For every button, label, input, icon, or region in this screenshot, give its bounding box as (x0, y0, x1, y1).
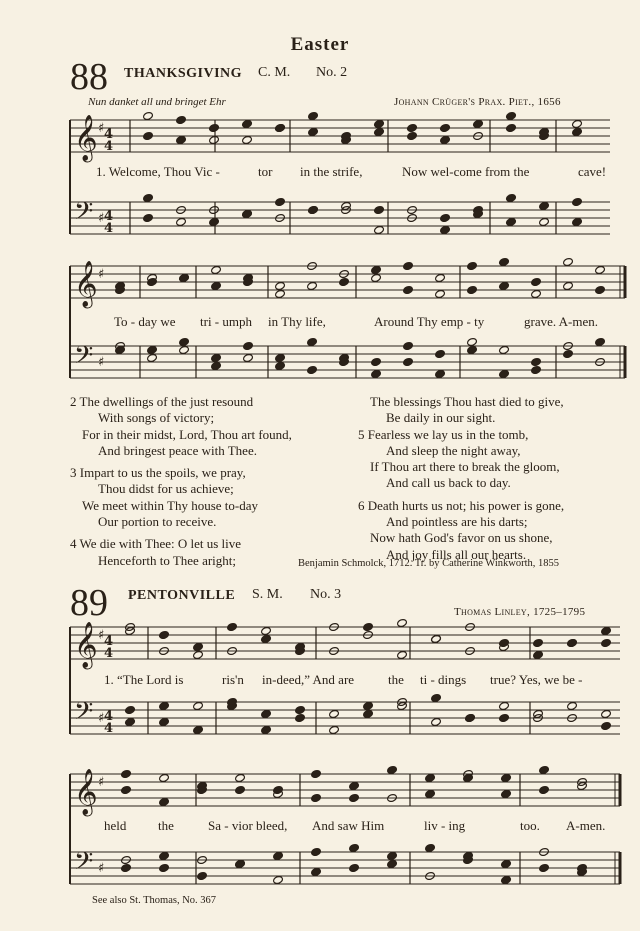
note-head (499, 257, 510, 266)
note-head (209, 135, 220, 144)
note-head (533, 638, 544, 647)
lyric-word: true? Yes, we be - (490, 672, 583, 687)
lyric-word: in-deed,” And are (262, 672, 355, 687)
note-head (467, 285, 478, 294)
time-signature: 4 (104, 721, 114, 736)
note-head (563, 257, 574, 266)
note-head (397, 618, 408, 627)
note-head (501, 875, 512, 884)
note-head (601, 626, 612, 635)
time-signature: 4 (104, 634, 114, 649)
lyric-word: 1. “The Lord is (104, 672, 184, 687)
hymn-number: 88 (70, 56, 108, 98)
tune-name: THANKSGIVING (124, 66, 243, 81)
note-head (371, 357, 382, 366)
note-head (577, 781, 588, 790)
note-head (307, 365, 318, 374)
treble-clef: 𝄞 (74, 769, 98, 815)
note-head (193, 642, 204, 651)
note-head (311, 769, 322, 778)
note-head (329, 709, 340, 718)
verse-line: Now hath God's favor on us shone, (370, 530, 553, 546)
original-first-line: Nun danket all und bringet Ehr (88, 96, 226, 108)
note-head (440, 135, 451, 144)
note-head (465, 713, 476, 722)
note-head (295, 713, 306, 722)
note-head (143, 131, 154, 140)
note-head (143, 193, 154, 202)
note-head (601, 709, 612, 718)
meter: C. M. (258, 65, 291, 80)
note-head (374, 205, 385, 214)
note-head (499, 701, 510, 710)
note-head (275, 361, 286, 370)
note-head (159, 630, 170, 639)
sharp-sign: ♯ (98, 711, 105, 726)
composer-credit: Thomas Linley, 1725–1795 (454, 606, 586, 618)
note-head (159, 863, 170, 872)
lyric-word: And saw Him (312, 818, 385, 833)
note-head (601, 721, 612, 730)
note-head (311, 867, 322, 876)
lyric-word: A-men. (566, 818, 606, 833)
note-head (275, 197, 286, 206)
lyric-word: To - day we (114, 314, 176, 329)
verse-line: Henceforth to Thee aright; (98, 552, 237, 568)
meter-number: No. 3 (310, 587, 342, 602)
note-head (176, 115, 187, 124)
sharp-sign: ♯ (98, 775, 105, 790)
note-head (506, 111, 517, 120)
note-head (539, 863, 550, 872)
lyric-word: in Thy life, (268, 314, 326, 329)
note-head (371, 265, 382, 274)
note-head (435, 369, 446, 378)
note-head (242, 135, 253, 144)
note-head (467, 345, 478, 354)
note-head (159, 851, 170, 860)
note-head (211, 281, 222, 290)
note-head (261, 709, 272, 718)
verse-line: And sleep the night away, (386, 442, 521, 458)
note-head (307, 281, 318, 290)
note-head (311, 847, 322, 856)
treble-clef: 𝄞 (74, 622, 98, 668)
note-head (179, 273, 190, 282)
verse-line: Be daily in our sight. (386, 410, 496, 426)
note-head (440, 123, 451, 132)
time-signature: 4 (104, 127, 114, 142)
note-head (193, 725, 204, 734)
bass-clef: 𝄢 (74, 197, 94, 232)
note-head (147, 353, 158, 362)
lyric-word: Now wel-come from the (402, 164, 530, 179)
sharp-sign: ♯ (98, 211, 105, 226)
lyric-word: tor (258, 164, 273, 179)
note-head (539, 785, 550, 794)
lyric-word: 1. Welcome, Thou Vic - (96, 164, 220, 179)
note-head (539, 765, 550, 774)
lyric-word: ris'n (222, 672, 244, 687)
meter-number: No. 2 (316, 65, 348, 80)
note-head (179, 337, 190, 346)
note-head (371, 369, 382, 378)
verse-line: We meet within Thy house to-day (82, 497, 258, 513)
time-signature: 4 (104, 209, 114, 224)
note-head (467, 261, 478, 270)
note-head (349, 793, 360, 802)
note-head (595, 265, 606, 274)
note-head (431, 717, 442, 726)
note-head (533, 709, 544, 718)
note-head (121, 769, 132, 778)
note-head (501, 773, 512, 782)
note-head (539, 201, 550, 210)
verse-line: If Thou art there to break the gloom, (370, 459, 560, 475)
lyric-word: liv - ing (424, 818, 466, 833)
note-head (371, 273, 382, 282)
note-head (506, 217, 517, 226)
bass-clef: 𝄢 (74, 341, 94, 376)
note-head (407, 131, 418, 140)
composer-credit: Johann Crüger's Prax. Piet., 1656 (394, 96, 561, 108)
note-head (499, 713, 510, 722)
note-head (211, 361, 222, 370)
note-head (179, 345, 190, 354)
note-head (431, 634, 442, 643)
note-head (159, 701, 170, 710)
lyric-word: Sa - vior bleed, (208, 818, 288, 833)
meter: S. M. (252, 587, 283, 602)
time-signature: 4 (104, 646, 114, 661)
note-head (363, 709, 374, 718)
note-head (387, 851, 398, 860)
note-head (211, 353, 222, 362)
note-head (227, 622, 238, 631)
note-head (499, 281, 510, 290)
note-head (211, 265, 222, 274)
lyric-word: in the strife, (300, 164, 363, 179)
note-head (572, 197, 583, 206)
note-head (567, 701, 578, 710)
hymn-number: 89 (70, 582, 108, 624)
note-head (349, 863, 360, 872)
text-attribution: Benjamin Schmolck, 1712. Tr. by Catherine Winkworth, 1855 (298, 558, 559, 569)
lyric-word: cave! (578, 164, 607, 179)
verse-line: With songs of victory; (98, 410, 215, 426)
tune-name: PENTONVILLE (128, 588, 236, 603)
note-head (159, 773, 170, 782)
note-head (403, 357, 414, 366)
note-head (125, 717, 136, 726)
note-head (243, 341, 254, 350)
note-head (506, 123, 517, 132)
note-head (501, 859, 512, 868)
note-head (473, 119, 484, 128)
note-head (235, 785, 246, 794)
note-head (209, 217, 220, 226)
note-head (601, 638, 612, 647)
note-head (387, 859, 398, 868)
lyric-word: the (158, 818, 174, 833)
note-head (243, 353, 254, 362)
note-head (261, 626, 272, 635)
time-signature: 4 (104, 221, 114, 236)
note-head (329, 725, 340, 734)
verse-line: Our portion to receive. (98, 514, 217, 530)
note-head (143, 111, 154, 120)
note-head (467, 337, 478, 346)
note-head (567, 638, 578, 647)
note-head (533, 650, 544, 659)
verse-line: Thou didst for us achieve; (98, 481, 234, 497)
lyric-word: tri - umph (200, 314, 252, 329)
lyric-word: ti - dings (420, 672, 467, 687)
note-head (403, 285, 414, 294)
note-head (176, 135, 187, 144)
lyric-word: the (388, 672, 404, 687)
note-head (311, 793, 322, 802)
lyric-word: grave. A-men. (524, 314, 599, 329)
note-head (572, 127, 583, 136)
note-head (563, 281, 574, 290)
note-head (425, 773, 436, 782)
note-head (308, 111, 319, 120)
sharp-sign: ♯ (98, 355, 105, 370)
note-head (572, 217, 583, 226)
note-head (147, 345, 158, 354)
note-head (295, 705, 306, 714)
note-head (499, 345, 510, 354)
note-head (235, 859, 246, 868)
sharp-sign: ♯ (98, 628, 105, 643)
verse-line: 4 We die with Thee: O let us live (70, 536, 242, 552)
note-head (374, 119, 385, 128)
note-head (143, 213, 154, 222)
note-head (261, 725, 272, 734)
bass-clef: 𝄢 (74, 697, 94, 732)
note-head (531, 365, 542, 374)
verse-line: And pointless are his darts; (386, 514, 528, 530)
note-head (197, 871, 208, 880)
verses-right (358, 394, 564, 563)
note-head (374, 225, 385, 234)
note-head (531, 277, 542, 286)
note-head (147, 277, 158, 286)
note-head (435, 349, 446, 358)
verses-left (70, 394, 292, 569)
note-head (275, 353, 286, 362)
note-head (339, 277, 350, 286)
note-head (275, 281, 286, 290)
note-head (425, 789, 436, 798)
note-head (193, 701, 204, 710)
verse-line: 3 Impart to us the spoils, we pray, (70, 465, 246, 481)
note-head (261, 634, 272, 643)
note-head (349, 843, 360, 852)
note-head (235, 773, 246, 782)
note-head (121, 863, 132, 872)
note-head (440, 213, 451, 222)
note-head (121, 785, 132, 794)
time-signature: 4 (104, 709, 114, 724)
note-head (572, 119, 583, 128)
verse-line: 2 The dwellings of the just resound (70, 394, 254, 409)
note-head (531, 289, 542, 298)
verse-line: The blessings Thou hast died to give, (370, 394, 564, 409)
sharp-sign: ♯ (98, 121, 105, 136)
note-head (407, 123, 418, 132)
note-head (308, 127, 319, 136)
note-head (374, 127, 385, 136)
note-head (193, 650, 204, 659)
note-head (435, 273, 446, 282)
cross-reference: See also St. Thomas, No. 367 (92, 895, 217, 906)
note-head (403, 341, 414, 350)
note-head (397, 650, 408, 659)
note-head (363, 701, 374, 710)
note-head (425, 843, 436, 852)
note-head (440, 225, 451, 234)
sharp-sign: ♯ (98, 267, 105, 282)
verse-line: And bringest peace with Thee. (98, 442, 257, 458)
note-head (209, 123, 220, 132)
lyric-word: Around Thy emp - ty (374, 314, 485, 329)
verse-line: 6 Death hurts us not; his power is gone, (358, 497, 565, 513)
note-head (431, 693, 442, 702)
note-head (499, 369, 510, 378)
note-head (275, 289, 286, 298)
sharp-sign: ♯ (98, 861, 105, 876)
note-head (176, 217, 187, 226)
note-head (435, 289, 446, 298)
verse-line: 5 Fearless we lay us in the tomb, (358, 426, 529, 442)
verse-line: And joy fills all our hearts. (386, 546, 527, 562)
note-head (531, 357, 542, 366)
section-title: Easter (290, 34, 350, 55)
lyric-word: held (104, 818, 127, 833)
note-head (595, 337, 606, 346)
note-head (403, 261, 414, 270)
note-head (159, 717, 170, 726)
note-head (563, 349, 574, 358)
note-head (273, 875, 284, 884)
note-head (387, 765, 398, 774)
note-head (363, 622, 374, 631)
verse-line: And call us back to day. (386, 475, 511, 491)
treble-clef: 𝄞 (74, 261, 98, 307)
note-head (595, 285, 606, 294)
lyric-word: too. (520, 818, 540, 833)
note-head (539, 217, 550, 226)
note-head (125, 705, 136, 714)
time-signature: 4 (104, 139, 114, 154)
bass-clef: 𝄢 (74, 847, 94, 882)
note-head (159, 797, 170, 806)
note-head (506, 193, 517, 202)
note-head (501, 789, 512, 798)
note-head (307, 337, 318, 346)
treble-clef: 𝄞 (74, 115, 98, 161)
note-head (349, 781, 360, 790)
note-head (273, 851, 284, 860)
verse-line: For in their midst, Lord, Thou art found, (82, 426, 292, 442)
note-head (242, 119, 253, 128)
